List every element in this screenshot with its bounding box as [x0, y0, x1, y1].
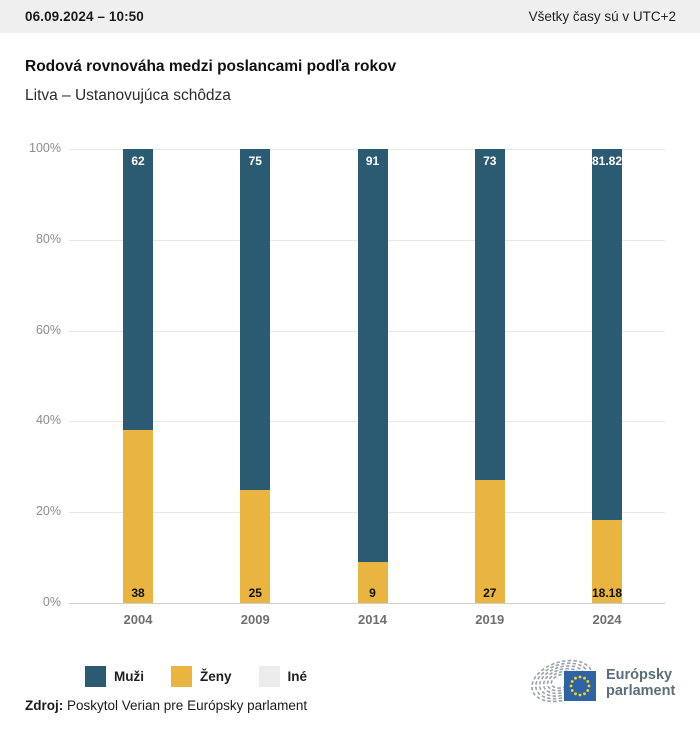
y-axis-tick-label: 100% [29, 141, 61, 155]
page-subtitle: Litva – Ustanovujúca schôdza [25, 87, 231, 104]
y-axis-tick-label: 20% [35, 504, 61, 519]
bar-value-label: 73 [483, 154, 497, 169]
bar-value-label: 18.18 [591, 586, 623, 600]
bar-segment-muži-2024 [592, 149, 622, 520]
ep-logo-line1: Európsky [606, 666, 673, 683]
y-axis-tick-label: 40% [35, 413, 61, 428]
legend-label: Iné [287, 669, 308, 684]
ep-logo-text [606, 668, 675, 700]
legend-item-muži [85, 666, 144, 687]
bar-value-label: 27 [483, 586, 497, 600]
bar-value-label: 91 [365, 154, 380, 169]
bar-value-label: 81.82 [591, 154, 623, 169]
bar-segment-muži-2009 [240, 149, 270, 490]
legend-item-iné [259, 666, 308, 687]
legend-label: Ženy [200, 669, 232, 684]
bar-segment-ženy-2019 [475, 480, 505, 603]
legend-label: Muži [114, 669, 144, 684]
bar-segment-muži-2004 [123, 149, 153, 430]
source-text: Poskytol Verian pre Európsky parlament [63, 698, 308, 713]
datetime-label: 06.09.2024 – 10:50 [25, 9, 144, 24]
y-axis-tick-label: 60% [35, 322, 61, 337]
bar-segment-ženy-2024 [592, 520, 622, 603]
bar-value-label: 9 [369, 586, 376, 600]
bar-value-label: 62 [131, 154, 145, 169]
chart-plot-area [29, 141, 665, 627]
legend-swatch [171, 666, 192, 687]
x-axis-tick-label-2004: 2004 [123, 612, 153, 627]
bar-segment-ženy-2004 [123, 430, 153, 603]
source-label: Zdroj: [25, 698, 64, 713]
x-axis-tick-label-2009: 2009 [240, 612, 270, 627]
bar-value-label: 75 [248, 154, 262, 168]
bar-segment-muži-2019 [475, 149, 505, 480]
legend-swatch [259, 666, 280, 687]
gridline-0 [69, 603, 665, 604]
bar-segment-ženy-2009 [240, 490, 270, 604]
bar-value-label: 38 [131, 586, 145, 600]
y-axis-tick-label: 80% [35, 231, 61, 246]
ep-logo-line2: parlament [606, 682, 676, 699]
x-axis-tick-label-2019: 2019 [475, 612, 505, 627]
bar-segment-muži-2014 [358, 149, 388, 562]
chart-legend [85, 666, 307, 687]
legend-item-ženy [171, 666, 232, 687]
y-axis-tick-label: 0% [42, 595, 61, 609]
x-axis-tick-label-2014: 2014 [358, 612, 387, 627]
timezone-note: Všetky časy sú v UTC+2 [528, 9, 676, 24]
page-title: Rodová rovnováha medzi poslancami podľa rokov [25, 58, 397, 75]
x-axis-tick-label-2024: 2024 [592, 612, 622, 627]
source-line [25, 698, 307, 713]
bar-value-label: 25 [248, 586, 262, 600]
legend-swatch [85, 666, 106, 687]
european-parliament-logo [528, 658, 675, 709]
ep-hemicycle-icon [528, 658, 598, 709]
bar-segment-ženy-2014 [358, 562, 388, 603]
